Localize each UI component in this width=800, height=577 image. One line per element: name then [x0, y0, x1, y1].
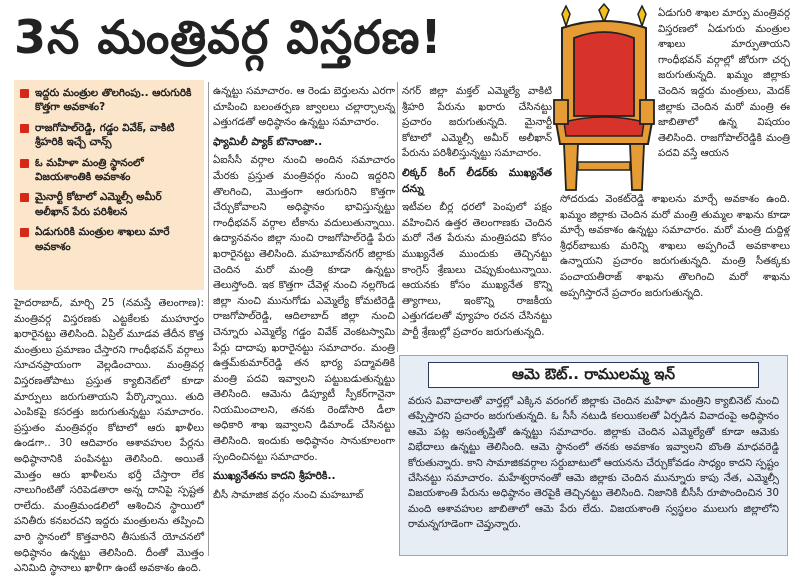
column-divider	[208, 82, 209, 556]
article-paragraph: నగర్ జిల్లా మక్తల్ ఎమ్మెల్యే వాకిటి శ్రీహరి పేరును ఖరారు చేసినట్టు ప్రచారం జరుగుతున్నది. మైనార్టీ కోటాలో ఎమ్మెల్సీ అమీర్ అలీఖాన్ పేరును పరిశీలిస్తున్నట్టు సమాచారం.	[402, 86, 552, 160]
sidebar-story-text: వరుస వివాదాలతో వార్తల్లో ఎక్కిన వరంగల్ జిల్లాకు చెందిన మహిళా మంత్రిని క్యాబినెట్ నుంచి తప్పిస్తారని ప్రచారం జరుగుతున్నది. ఓ సీసీ నటుడి కలయికలతో ఏర్పడిన వివాదంపై అధిష్ఠానం ఆమె పట్ల అసంతృప్తితో ఉన్నట్టు సమాచారం. జిల్లాకు చెందిన ఎమ్మెల్యేతో కూడా ఆమెకు విభేదాలు ఉన్నట్టు తెలిసింది. ఆమె స్థానంలో తనకు అవకాశం ఇవ్వాలని బొంతి మాధవరెడ్డి కోరుతున్నారు. కాని సామాజికవర్గాల సర్దుబాటులో ఆయనను చేర్చుకోవడం సాధ్యం కాదని స్పష్టం చేసినట్టు సమాచారం. మహేశ్వరానంతో ఆమె జిల్లాకు చెందిన మున్నూరు కాపు నేత, ఎమ్మెల్సీ విజయశాంతి పేరును అధిష్ఠానం తెరపైకి తెచ్చినట్టు తెలిసింది. నిజానికి బీసీసీ రూపొందించిన 30 మంది ఆశావహుల జాబితాలో ఆమె పేరు లేదు. విజయశాంతి స్వస్థలం ములుగు జిల్లాలోని రామన్నగూడెంగా చెప్తున్నారు.	[408, 396, 779, 531]
article-paragraph: హైదరాబాద్, మార్చి 25 (నమస్తే తెలంగాణ): మంత్రివర్గ విస్తరణకు ఎట్టకేలకు ముహూర్తం ఖరారైనట్టు తెలిసింది. ఏప్రిల్ మూడవ తేదీన కొత్త మంత్రులు ప్రమాణం చేస్తారని గాంధీభవన్ వర్గాలు సూచనప్రాయంగా వెల్లడించాయి. మంత్రివర్గ విస్తరణతోపాటు ప్రస్తుత క్యాబినెట్‌లో కూడా మార్పులు జరుగుతాయని పేర్కొన్నాయి. తుది ఎంపికపై కసరత్తు జరుగుతున్నట్టు సమాచారం. ప్రస్తుతం మంత్రివర్గం కోటాలో ఆరు ఖాళీలు ఉండగా.. 30 ఆదివారం ఆశావహుల పేర్లను అధిష్ఠానానికి పంపినట్టు తెలిసింది. అయితే మొత్తం ఆరు ఖాళీలను భర్తీ చేస్తారా లేక నాలుగింటితో సరిపెడతారా అన్న దానిపై స్పష్టత రాలేదు. మంత్రిమండలిలో ఆశించిన స్థాయిలో పనితీరు కనబరచని ఇద్దరు మంత్రులను తప్పించి వారి స్థానంలో కొత్తవారిని తీసుకునే యోచనలో అధిష్ఠానం ఉన్నట్టు తెలిసింది. దీంతో మొత్తం ఎనిమిది స్థానాలు ఖాళీగా ఉంటే అవకాశం ఉంది.	[14, 298, 204, 575]
article-paragraph: ఏఐసీసీ వర్గాల నుంచి అందిన సమాచారం మేరకు ప్రస్తుత మంత్రివర్గం నుంచి ఇద్దరిని తొలగించి, మొత్తంగా ఆరుగురిని కొత్తగా చేర్చుకోవాలని అధిష్ఠానం భావిస్తున్నట్టు గాంధీభవన్ వర్గాల టీకాను వదులుతున్నాయి. ఉద్యానవనం జిల్లా నుంచి రాజగోపాల్‌రెడ్డి పేరు ఖరారైనట్టు తెలిసింది. మహబూబ్‌నగర్ జిల్లాకు చెందిన మరో మంత్రి కూడా ఉన్నట్టు తెలుస్తోంది. ఇక కొత్తగా చేవెళ్ల నుంచి నల్లగొండ జిల్లా నుంచి మునుగోడు ఎమ్మెల్యే కోమటిరెడ్డి రాజగోపాల్‌రెడ్డి, ఆదిలాబాద్ జిల్లా నుంచి చెన్నూరు ఎమ్మెల్యే గడ్డం వివేక్ వెంకటస్వామి పేర్లు దాదాపు ఖరారైనట్టు సమాచారం. మంత్రి ఉత్తమ్‌కుమార్‌రెడ్డి తన భార్య పద్మావతికి మంత్రి పదవి ఇవ్వాలని పట్టుబడుతున్నట్టు తెలిసింది. ఆమెను డిప్యూటీ స్పీకర్‌గానైనా నియమించాలని, తనకు రెండోసారి డీలా అధికారి శాఖ ఇవ్వాలని డిమాండ్ చేసినట్టు తెలిసింది. ఇందుకు అధిష్ఠానం సానుకూలంగా స్పందించినట్టు సమాచారం.	[213, 155, 395, 463]
article-paragraph: ఏడుగురి శాఖల మార్పు మంత్రివర్గ విస్తరణలో ఏడుగురు మంత్రుల శాఖలు మార్పుతాయని గాంధీభవన్ వర్గాల్లో జోరుగా చర్చ జరుగుతున్నది. ఖమ్మం జిల్లాకు చెందిన ఇద్దరు మంత్రులు, మెదక్ జిల్లాకు చెందిన మరో మంత్రి ఈ జాబితాలో ఉన్న విషయం తెలిసింది. రాజగోపాల్‌రెడ్డికి మంత్రి పదవి వస్తే ఆయన	[658, 8, 790, 160]
article-paragraph: ఉన్నట్టు సమాచారం. ఆ రెండు బెర్తులను ఎరగా చూపించి బలంతర్పణ జ్వాలలు చల్లార్చాలన్న ఎత్తుగడతో అధిష్ఠానం ఉన్నట్టు సమాచారం.	[213, 86, 395, 129]
highlight-item: ఇద్దరు మంత్రుల తొలగింపు.. ఆరుగురికి కొత్తగా అవకాశం?	[20, 86, 198, 115]
section-subheading: ఫ్యామిలీ ప్యాక్ బొనాంజా..	[213, 135, 323, 148]
article-column-2	[213, 84, 395, 556]
bullet-square-icon	[20, 124, 29, 133]
sidebar-story-title: ఆమె ఔట్.. రాములమ్మ ఇన్	[428, 362, 759, 388]
article-paragraph: సోదరుడు వెంకట్‌రెడ్డి శాఖలను మార్చే అవకాశం ఉంది. ఖమ్మం జిల్లాకు చెందిన మరో మంత్రి తుమ్మల శాఖను కూడా మార్చే అవకాశం ఉన్నట్టు సమాచారం. మరో మంత్రి దుద్దిళ్ల శ్రీధర్‌బాబుకు మరిన్ని శాఖలు అప్పగించే అవకాశాలు ఉన్నాయని ప్రచారం జరుగుతున్నది. మంత్రి సీతక్కకు పంచాయతీరాజ్ శాఖను తొలగించి మరో శాఖను అప్పగిస్తారనే ప్రచారం జరుగుతున్నది.	[560, 194, 790, 299]
headline: 3న మంత్రివర్గ విస్తరణ!	[14, 10, 443, 64]
section-subheading: లిక్కర్ కింగ్ లీడర్‌కు ముఖ్యనేత దన్ను	[402, 166, 552, 195]
highlight-item: ఏడుగురికి మంత్రుల శాఖలు మారే అవకాశం	[20, 225, 198, 254]
article-column-1	[14, 296, 204, 575]
highlights-box	[14, 80, 204, 290]
bullet-square-icon	[20, 159, 29, 168]
sidebar-story-box	[399, 355, 788, 556]
article-column-3	[402, 84, 552, 350]
bullet-square-icon	[20, 193, 29, 202]
section-subheading: ముఖ్యనేతను కాదని శ్రీహరికి..	[213, 470, 336, 483]
article-column-4-top	[658, 6, 790, 184]
bullet-square-icon	[20, 228, 29, 237]
highlight-item: రాజగోపాల్‌రెడ్డి, గడ్డం వివేక్, వాకిటి శ్రీహరికి ఇచ్చే చాన్స్	[20, 121, 198, 150]
bullet-square-icon	[20, 89, 29, 98]
highlight-item: ఓ మహిళా మంత్రి స్థానంలో విజయశాంతికి అవకాశం	[20, 156, 198, 185]
throne-chair-illustration	[552, 4, 656, 196]
article-paragraph: ఇటీవల బీర్ల ధరలో పెంపులో పక్షం వహించిన ఉత్తర తెలంగాణకు చెందిన మరో నేత పేరును మంత్రిపదవి కోసం ముఖ్యనేత ముందుకు తెచ్చినట్టు కాంగ్రెస్ శ్రేణులు చెప్పుకుంటున్నాయి. ఆయనకు కోసం ముఖ్యనేత కొన్ని త్యాగాలు, ఇంకొన్ని రాజకీయ ఎత్తుగడలతో వ్యూహం రచన చేసినట్టు పార్టీ శ్రేణుల్లో ప్రచారం జరుగుతున్నది.	[402, 202, 552, 338]
article-paragraph: బీసీ సామాజిక వర్గం నుంచి మహబూబ్	[213, 489, 364, 501]
highlight-item: మైనార్టీ కోటాలో ఎమ్మెల్సీ అమీర్ అలీఖాన్ పేరు పరిశీలన	[20, 190, 198, 219]
column-divider	[397, 82, 398, 352]
article-column-4-bottom	[560, 192, 790, 350]
